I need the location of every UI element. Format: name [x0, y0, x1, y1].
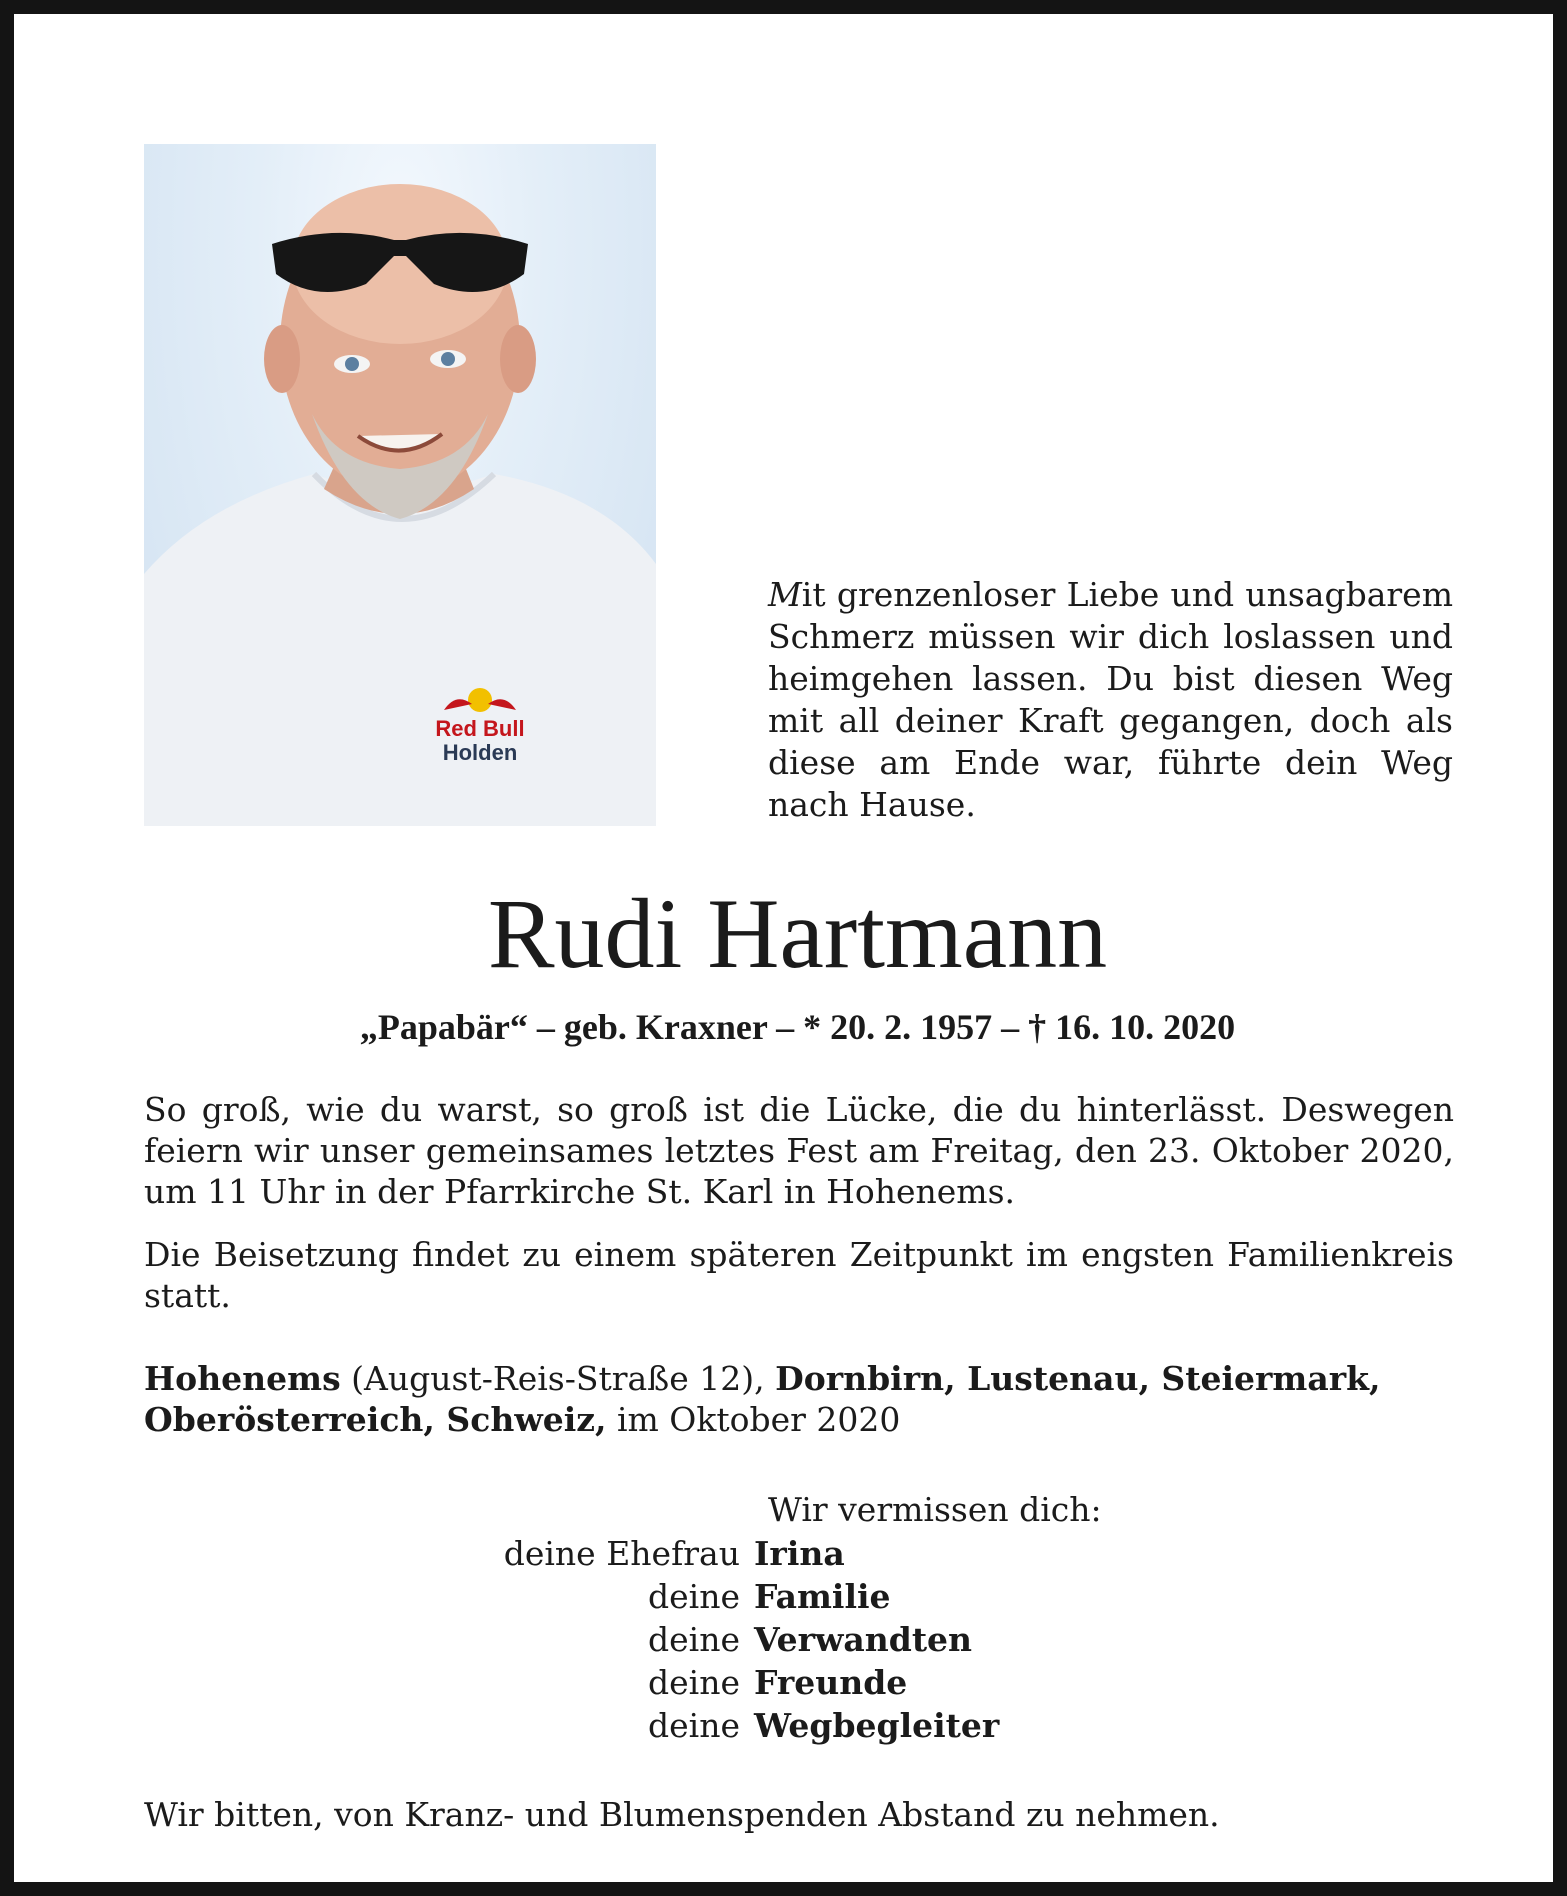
burial-note: Die Beisetzung findet zu einem späteren Zeitpunkt im engsten Familienkreis statt. [144, 1235, 1454, 1315]
relative-name: Irina [754, 1534, 845, 1573]
relative-label: deine Ehefrau [503, 1534, 740, 1573]
place-regions-1: Dornbirn, Lustenau, Steiermark, [775, 1359, 1381, 1398]
relative-name: Familie [754, 1577, 891, 1616]
relative-row [314, 1661, 1314, 1704]
relative-name: Wegbegleiter [754, 1706, 1000, 1745]
place-regions-2: Oberösterreich, Schweiz, [144, 1400, 607, 1439]
relative-label: deine [648, 1577, 740, 1616]
closing-request: Wir bitten, von Kranz- und Blumenspenden Abstand zu nehmen. [144, 1795, 1220, 1834]
place-town: Hohenems [144, 1359, 341, 1398]
life-dates: „Papabär“ – geb. Kraxner – * 20. 2. 1957 – † 16. 10. 2020 [359, 1007, 1236, 1047]
places-and-date [144, 1358, 1454, 1440]
relative-label: deine [648, 1663, 740, 1702]
memorial-quote [768, 574, 1453, 826]
shirt-logo-holden: Holden [442, 740, 518, 765]
deceased-name: Rudi Hartmann [487, 878, 1108, 989]
place-date: im Oktober 2020 [606, 1400, 901, 1439]
funeral-announcement: So groß, wie du warst, so groß ist die Lücke, die du hinterlässt. Deswegen feiern wir unser gemeinsames letztes Fest am Freitag, den 23. Oktober 2020, um 11 Uhr in der Pfarrkirche St. Karl in Hohenems. [144, 1090, 1454, 1211]
portrait-photo [144, 144, 656, 826]
relative-name: Verwandten [754, 1620, 973, 1659]
quote-initial: M [768, 575, 802, 614]
relative-row [314, 1618, 1314, 1661]
relative-name: Freunde [754, 1663, 908, 1702]
place-address: (August-Reis-Straße 12), [340, 1359, 776, 1398]
relative-row [314, 1532, 1314, 1575]
relative-row [314, 1575, 1314, 1618]
relative-row [314, 1704, 1314, 1747]
quote-text: it grenzenloser Liebe und unsagbarem Schmerz müssen wir dich loslassen und heimgehen lassen. Du bist diesen Weg mit all deiner Kraft gegangen, doch als diese am Ende war, führte dein Weg nach Hause. [768, 575, 1453, 824]
shirt-logo-redbull: Red Bull [435, 716, 525, 741]
relative-label: deine [648, 1706, 740, 1745]
relatives-list [314, 1532, 1314, 1747]
miss-heading: Wir vermissen dich: [768, 1490, 1102, 1529]
relative-label: deine [648, 1620, 740, 1659]
